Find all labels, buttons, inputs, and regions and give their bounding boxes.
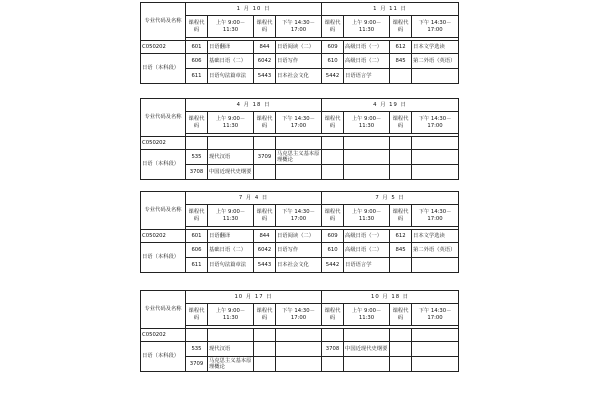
code-header: 课程代码 — [254, 205, 276, 227]
course-code — [254, 342, 276, 357]
course-code: 610 — [322, 54, 344, 69]
course-name — [208, 329, 254, 342]
code-header: 课程代码 — [322, 112, 344, 134]
course-code: 845 — [390, 243, 412, 258]
course-code: 6042 — [254, 54, 276, 69]
course-code: 3709 — [186, 357, 208, 372]
date-left: 7 月 4 日 — [186, 192, 322, 205]
code-header: 课程代码 — [186, 205, 208, 227]
course-code: 5443 — [254, 258, 276, 273]
course-name — [276, 165, 322, 180]
afternoon-header: 下午 14:30－17:00 — [412, 16, 459, 38]
course-code — [254, 165, 276, 180]
course-code — [322, 165, 344, 180]
course-code: 606 — [186, 54, 208, 69]
table-row — [141, 329, 459, 342]
date-left: 4 月 18 日 — [186, 99, 322, 112]
course-code — [322, 357, 344, 372]
course-name: 日本社会文化 — [276, 258, 322, 273]
schedule-table — [140, 98, 459, 180]
course-code — [390, 137, 412, 150]
course-name: 日语句法篇章法 — [208, 258, 254, 273]
course-code — [254, 357, 276, 372]
course-name: 马克思主义基本原理概论 — [208, 357, 254, 372]
course-code — [390, 357, 412, 372]
course-name: 日语翻译 — [208, 230, 254, 243]
code-header: 课程代码 — [186, 112, 208, 134]
morning-header: 上午 9:00－11:30 — [344, 304, 390, 326]
code-header: 课程代码 — [390, 205, 412, 227]
course-code — [390, 342, 412, 357]
course-name — [344, 357, 390, 372]
course-code: 609 — [322, 230, 344, 243]
course-name — [412, 357, 459, 372]
course-name — [276, 357, 322, 372]
morning-header: 上午 9:00－11:30 — [208, 205, 254, 227]
table-row — [141, 165, 459, 180]
course-code — [322, 150, 344, 165]
course-code: 844 — [254, 230, 276, 243]
course-name — [412, 69, 459, 84]
course-name — [412, 150, 459, 165]
schedule-block-oct — [140, 290, 458, 372]
morning-header: 上午 9:00－11:30 — [208, 112, 254, 134]
course-code: 6042 — [254, 243, 276, 258]
course-code: 535 — [186, 150, 208, 165]
course-code: 601 — [186, 41, 208, 54]
course-code: 5442 — [322, 258, 344, 273]
course-name: 日语写作 — [276, 243, 322, 258]
course-code: 3708 — [322, 342, 344, 357]
course-code — [254, 329, 276, 342]
course-name: 日语阅读（二） — [276, 230, 322, 243]
schedule-block-jul — [140, 191, 458, 273]
course-name — [276, 137, 322, 150]
course-name: 日本文学选读 — [412, 230, 459, 243]
course-name — [208, 137, 254, 150]
schedule-table — [140, 191, 459, 273]
course-name — [344, 329, 390, 342]
course-name: 日本文学选读 — [412, 41, 459, 54]
course-name: 中国近现代史纲要 — [344, 342, 390, 357]
course-name: 现代汉语 — [208, 342, 254, 357]
course-code: 601 — [186, 230, 208, 243]
morning-header: 上午 9:00－11:30 — [208, 304, 254, 326]
course-name: 高级日语（一） — [344, 41, 390, 54]
course-name — [412, 342, 459, 357]
course-name: 日语阅读（二） — [276, 41, 322, 54]
course-code: 845 — [390, 54, 412, 69]
code-header: 课程代码 — [186, 304, 208, 326]
course-code: 612 — [390, 230, 412, 243]
course-name: 第二外语（英语） — [412, 54, 459, 69]
course-name: 高级日语（二） — [344, 243, 390, 258]
course-name — [412, 258, 459, 273]
course-name: 第二外语（英语） — [412, 243, 459, 258]
course-name: 日语翻译 — [208, 41, 254, 54]
course-name: 基础日语（二） — [208, 54, 254, 69]
code-header: 课程代码 — [254, 112, 276, 134]
major-header: 专业代码及名称 — [141, 3, 186, 41]
schedule-block-apr — [140, 98, 458, 180]
course-code: 5442 — [322, 69, 344, 84]
major-name: 日语（本科段） — [141, 243, 186, 273]
afternoon-header: 下午 14:30－17:00 — [412, 112, 459, 134]
course-code — [186, 137, 208, 150]
course-code — [254, 137, 276, 150]
course-code: 535 — [186, 342, 208, 357]
table-row — [141, 41, 459, 54]
course-code: 612 — [390, 41, 412, 54]
afternoon-header: 下午 14:30－17:00 — [276, 205, 322, 227]
course-code: 610 — [322, 243, 344, 258]
table-row — [141, 230, 459, 243]
course-name — [412, 165, 459, 180]
schedule-block-jan — [140, 2, 458, 84]
course-name: 日语语言学 — [344, 69, 390, 84]
table-row — [141, 357, 459, 372]
course-name — [344, 165, 390, 180]
course-name — [276, 342, 322, 357]
code-header: 课程代码 — [322, 304, 344, 326]
afternoon-header: 下午 14:30－17:00 — [276, 112, 322, 134]
date-right: 7 月 5 日 — [322, 192, 459, 205]
course-name — [412, 329, 459, 342]
course-name: 日语句法篇章法 — [208, 69, 254, 84]
date-right: 4 月 19 日 — [322, 99, 459, 112]
afternoon-header: 下午 14:30－17:00 — [276, 16, 322, 38]
morning-header: 上午 9:00－11:30 — [344, 16, 390, 38]
date-right: 10 月 18 日 — [322, 291, 459, 304]
course-code: 844 — [254, 41, 276, 54]
schedule-table — [140, 2, 459, 84]
course-name: 现代汉语 — [208, 150, 254, 165]
course-name — [412, 137, 459, 150]
major-code: C050202 — [141, 137, 186, 150]
morning-header: 上午 9:00－11:30 — [344, 112, 390, 134]
afternoon-header: 下午 14:30－17:00 — [412, 304, 459, 326]
code-header: 课程代码 — [186, 16, 208, 38]
code-header: 课程代码 — [390, 112, 412, 134]
major-code: C050202 — [141, 41, 186, 54]
major-header: 专业代码及名称 — [141, 291, 186, 329]
table-row — [141, 150, 459, 165]
course-name: 日本社会文化 — [276, 69, 322, 84]
major-header: 专业代码及名称 — [141, 192, 186, 230]
course-code: 611 — [186, 69, 208, 84]
major-name: 日语（本科段） — [141, 54, 186, 84]
course-code — [390, 150, 412, 165]
course-name: 高级日语（二） — [344, 54, 390, 69]
major-name: 日语（本科段） — [141, 342, 186, 372]
table-row — [141, 243, 459, 258]
course-code — [186, 329, 208, 342]
code-header: 课程代码 — [254, 304, 276, 326]
course-name: 日语语言学 — [344, 258, 390, 273]
code-header: 课程代码 — [322, 16, 344, 38]
table-row — [141, 137, 459, 150]
course-code — [390, 69, 412, 84]
code-header: 课程代码 — [322, 205, 344, 227]
course-code: 606 — [186, 243, 208, 258]
code-header: 课程代码 — [390, 304, 412, 326]
table-row — [141, 258, 459, 273]
code-header: 课程代码 — [254, 16, 276, 38]
course-code: 3708 — [186, 165, 208, 180]
course-code — [390, 329, 412, 342]
course-code — [390, 258, 412, 273]
major-name: 日语（本科段） — [141, 150, 186, 180]
course-code: 611 — [186, 258, 208, 273]
major-code: C050202 — [141, 329, 186, 342]
date-right: 1 月 11 日 — [322, 3, 459, 16]
afternoon-header: 下午 14:30－17:00 — [276, 304, 322, 326]
morning-header: 上午 9:00－11:30 — [344, 205, 390, 227]
course-name: 中国近现代史纲要 — [208, 165, 254, 180]
major-header: 专业代码及名称 — [141, 99, 186, 137]
course-name: 日语写作 — [276, 54, 322, 69]
course-name: 马克思主义基本原理概论 — [276, 150, 322, 165]
afternoon-header: 下午 14:30－17:00 — [412, 205, 459, 227]
code-header: 课程代码 — [390, 16, 412, 38]
schedule-table — [140, 290, 459, 372]
major-code: C050202 — [141, 230, 186, 243]
date-left: 1 月 10 日 — [186, 3, 322, 16]
course-code — [390, 165, 412, 180]
course-code — [322, 137, 344, 150]
course-code — [322, 329, 344, 342]
course-name — [276, 329, 322, 342]
course-name — [344, 137, 390, 150]
course-name — [344, 150, 390, 165]
course-code: 609 — [322, 41, 344, 54]
morning-header: 上午 9:00－11:30 — [208, 16, 254, 38]
course-code: 5443 — [254, 69, 276, 84]
course-code: 3709 — [254, 150, 276, 165]
date-left: 10 月 17 日 — [186, 291, 322, 304]
course-name: 高级日语（一） — [344, 230, 390, 243]
table-row — [141, 69, 459, 84]
course-name: 基础日语（二） — [208, 243, 254, 258]
table-row — [141, 342, 459, 357]
table-row — [141, 54, 459, 69]
